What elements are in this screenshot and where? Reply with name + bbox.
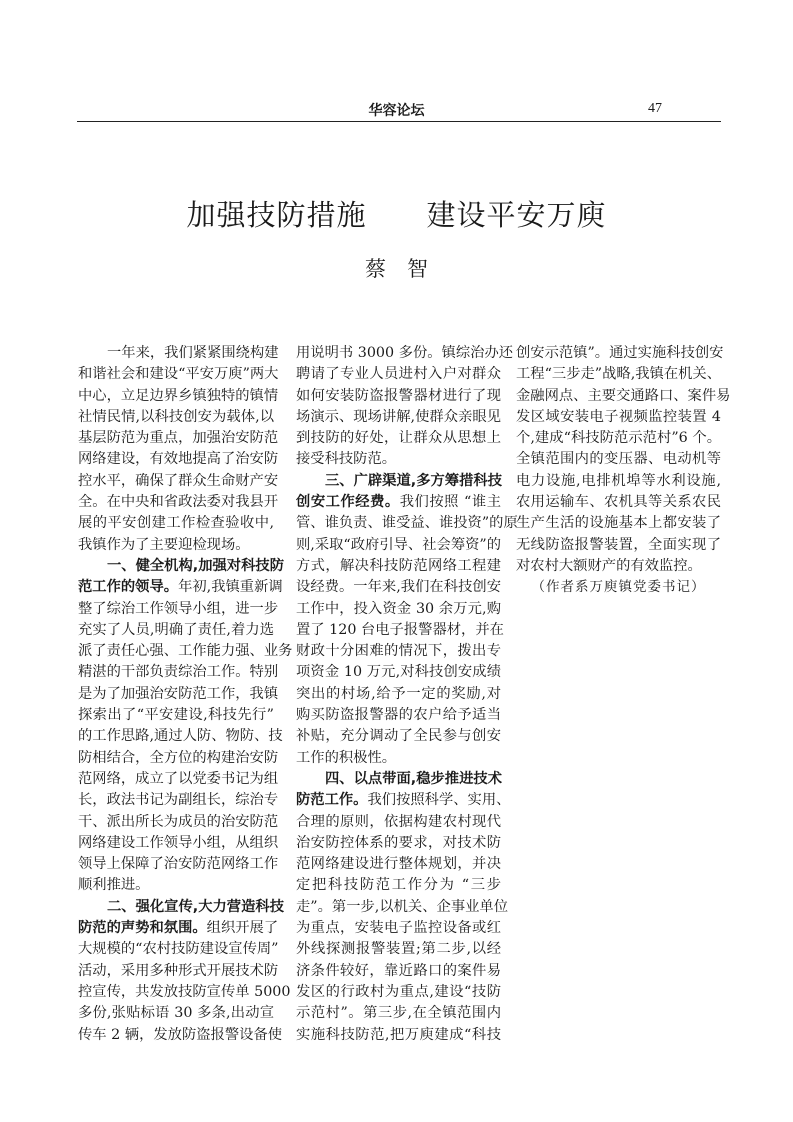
- text-line: [296, 407, 501, 428]
- text-line: [296, 449, 501, 470]
- body-text: 我们按照科学、实用、: [367, 792, 511, 809]
- text-line: [78, 705, 274, 726]
- section-heading: 四、以点带面,稳步推进技术: [325, 770, 502, 787]
- body-text: 聘请了专业人员进村入户对群众: [296, 366, 501, 383]
- section-heading: 防范的声势和氛围。: [78, 920, 207, 937]
- text-line: [516, 556, 721, 577]
- body-text: 补贴，充分调动了全民参与创安: [296, 728, 501, 745]
- text-line: [296, 833, 501, 854]
- text-line: [296, 577, 501, 598]
- text-line: [78, 790, 279, 811]
- body-text: 置了 120 台电子报警器材，并在: [296, 621, 504, 638]
- text-line: [296, 982, 501, 1003]
- text-line: [296, 1025, 501, 1046]
- text-line: [296, 364, 501, 385]
- text-line: [516, 386, 731, 407]
- body-text: 个,建成“科技防范示范村”6 个。: [516, 430, 721, 447]
- text-line: [78, 662, 279, 683]
- body-text: 探索出了“平安建设,科技先行”: [78, 707, 274, 724]
- body-text: 则,采取“政府引导、社会筹资”的: [296, 536, 502, 553]
- text-line: [78, 535, 274, 556]
- text-line: [78, 982, 291, 1003]
- text-line: [296, 620, 504, 641]
- text-line: [296, 790, 511, 811]
- text-line: [78, 471, 279, 492]
- body-text: 一年来，我们紧紧围绕构建: [107, 345, 279, 361]
- body-text: 场演示、现场讲解,使群众亲眼见: [296, 408, 501, 425]
- body-text: 项资金 10 万元,对科技创安成绩: [296, 664, 501, 681]
- body-text: 年初,我镇重新调: [178, 579, 283, 596]
- text-line: [78, 748, 279, 769]
- text-line: [296, 386, 501, 407]
- body-text: 外线探测报警装置;第二步,以经: [296, 941, 501, 958]
- text-line: [296, 705, 501, 726]
- body-text: 充实了人员,明确了责任,着力选: [78, 621, 274, 638]
- section-heading: 创安工作经费。: [296, 494, 400, 511]
- section-heading: 防范工作。: [296, 792, 368, 809]
- text-line: [78, 407, 274, 428]
- text-line: [296, 513, 518, 534]
- body-text: 组织开展了: [206, 920, 279, 937]
- body-text: 大规模的“农村技防建设宣传周”: [78, 941, 279, 958]
- text-line: [78, 641, 293, 662]
- body-text: 设经费。一年来,我们在科技创安: [296, 579, 501, 596]
- body-text: 如何安装防盗报警器材进行了现: [296, 387, 501, 404]
- text-line: [78, 1025, 283, 1046]
- body-text: 活动，采用多种形式开展技术防: [78, 962, 279, 979]
- text-line: [78, 875, 274, 896]
- body-text: 到技防的好处，让群众从思想上: [296, 430, 501, 447]
- body-text: 发区域安装电子视频监控装置 4: [516, 408, 721, 425]
- body-text: 金融网点、主要交通路口、案件易: [516, 387, 731, 404]
- body-text: 工程“三步走”战略,我镇在机关、: [516, 366, 722, 383]
- section-heading: 二、强化宣传,大力营造科技: [107, 898, 284, 915]
- text-line: [296, 748, 501, 769]
- text-line: [296, 662, 501, 683]
- text-line: [78, 684, 279, 705]
- body-text: 实施科技防范,把万庾建成“科技: [296, 1026, 501, 1043]
- text-line: [78, 599, 279, 620]
- body-text: 精湛的干部负责综治工作。特别: [78, 664, 279, 681]
- body-text: 范网络，成立了以党委书记为组: [78, 770, 279, 787]
- body-text: 定把科技防范工作分为 “三步: [296, 877, 501, 894]
- text-column-3: [516, 343, 731, 599]
- text-line: [516, 492, 721, 513]
- text-line: [78, 854, 279, 875]
- text-line: [78, 449, 279, 470]
- body-text: 和谐社会和建设“平安万庾”两大: [78, 366, 279, 383]
- body-text: 整了综治工作领导小组，进一步: [78, 600, 279, 617]
- body-text: 走”。第一步,以机关、企事业单位: [296, 898, 509, 915]
- body-text: 合理的原则，依据构建农村现代: [296, 813, 501, 830]
- text-line: [78, 577, 283, 598]
- body-text: 范网络建设进行整体规划，并决: [296, 856, 501, 873]
- text-line: [78, 897, 284, 918]
- text-line: [296, 1003, 501, 1024]
- body-text: 基层防范为重点，加强治安防范: [78, 430, 279, 447]
- text-line: [296, 812, 501, 833]
- body-text: 方式，解决科技防范网络工程建: [296, 557, 501, 574]
- body-text: 示范村”。第三步,在全镇范围内: [296, 1005, 501, 1022]
- text-line: [296, 854, 501, 875]
- section-heading: 三、广辟渠道,多方筹措科技: [325, 472, 502, 489]
- text-line: [78, 343, 279, 364]
- body-text: （作者系万庾镇党委书记）: [531, 579, 706, 596]
- body-text: 干、派出所长为成员的治安防范: [78, 813, 279, 830]
- section-heading: 一、健全机构,加强对科技防: [107, 557, 284, 574]
- text-line: [516, 513, 721, 534]
- body-text: 长，政法书记为副组长，综治专: [78, 792, 279, 809]
- body-text: 突出的村场,给予一定的奖励,对: [296, 685, 501, 702]
- text-line: [516, 471, 721, 492]
- text-column-2: [296, 343, 518, 1046]
- text-line: [296, 556, 501, 577]
- text-line: [516, 535, 721, 556]
- body-text: 电力设施,电排机埠等水利设施,: [516, 472, 721, 489]
- body-text: 工作的积极性。: [296, 749, 397, 766]
- text-line: [78, 386, 279, 407]
- text-line: [516, 364, 721, 385]
- text-line: [296, 684, 501, 705]
- body-text: 全。在中央和省政法委对我县开: [78, 494, 279, 511]
- body-text: 控宣传，共发放技防宣传单 5000: [78, 983, 291, 1000]
- text-line: [516, 428, 721, 449]
- text-line: [296, 961, 501, 982]
- page-number: 47: [648, 101, 662, 116]
- section-heading: 范工作的领导。: [78, 579, 179, 596]
- body-text: 全镇范围内的变压器、电动机等: [516, 451, 721, 468]
- body-text: 财政十分困难的情况下，拨出专: [296, 643, 501, 660]
- text-line: [78, 812, 279, 833]
- body-text: 购买防盗报警器的农户给予适当: [296, 707, 501, 724]
- article-title: 加强技防措施 建设平安万庾: [186, 198, 607, 232]
- text-line: [296, 641, 501, 662]
- text-line: [78, 556, 284, 577]
- text-line: [78, 513, 274, 534]
- body-text: 发区的行政村为重点,建设“技防: [296, 983, 501, 1000]
- body-text: 我镇作为了主要迎检现场。: [78, 536, 250, 553]
- body-text: 管、谁负责、谁受益、谁投资”的原: [296, 515, 518, 532]
- text-line: [296, 939, 501, 960]
- text-line: [78, 364, 279, 385]
- text-line: [296, 428, 501, 449]
- body-text: 中心，立足边界乡镇独特的镇情: [78, 387, 279, 404]
- body-text: 治安防控体系的要求，对技术防: [296, 834, 501, 851]
- text-line: [296, 726, 501, 747]
- body-text: 济条件较好，靠近路口的案件易: [296, 962, 501, 979]
- text-line: [78, 1003, 274, 1024]
- text-line: [296, 471, 501, 492]
- body-text: 工作中，投入资金 30 余万元,购: [296, 600, 501, 617]
- body-text: 多份,张贴标语 30 多条,出动宣: [78, 1005, 274, 1022]
- text-line: [296, 535, 501, 556]
- text-line: [516, 343, 724, 364]
- body-text: 展的平安创建工作检查验收中,: [78, 515, 274, 532]
- text-line: [296, 875, 501, 896]
- text-line: [78, 833, 279, 854]
- text-line: [78, 492, 279, 513]
- body-text: 用说明书 3000 多份。镇综治办还: [296, 345, 514, 361]
- body-text: 我们按照 “谁主: [399, 494, 501, 511]
- body-text: 对农村大额财产的有效监控。: [516, 557, 702, 574]
- body-text: 为重点，安装电子监控设备或红: [296, 920, 501, 937]
- text-column-1: [78, 343, 293, 1046]
- body-text: 防相结合，全方位的构建治安防: [78, 749, 279, 766]
- body-text: 派了责任心强、工作能力强、业务: [78, 643, 293, 660]
- text-line: [78, 428, 279, 449]
- text-line: [296, 918, 501, 939]
- text-line: [78, 961, 279, 982]
- body-text: 网络建设工作领导小组，从组织: [78, 834, 279, 851]
- body-text: 顺利推进。: [78, 877, 150, 894]
- body-text: 是为了加强治安防范工作，我镇: [78, 685, 279, 702]
- article-author: 蔡 智: [365, 257, 428, 281]
- body-text: 网络建设，有效地提高了治安防: [78, 451, 279, 468]
- author-note: [516, 577, 721, 598]
- running-header-journal: 华容论坛: [368, 103, 425, 119]
- body-text: 传车 2 辆，发放防盗报警设备使: [78, 1026, 283, 1043]
- text-line: [78, 620, 274, 641]
- text-line: [296, 343, 514, 364]
- text-line: [78, 939, 279, 960]
- text-line: [78, 918, 279, 939]
- body-text: 领导上保障了治安防范网络工作: [78, 856, 279, 873]
- body-text: 创安示范镇”。通过实施科技创安: [516, 345, 724, 361]
- text-line: [78, 726, 283, 747]
- text-line: [78, 769, 279, 790]
- text-line: [516, 449, 721, 470]
- body-text: 生产生活的设施基本上都安装了: [516, 515, 721, 532]
- header-divider: [77, 121, 721, 122]
- body-text: 控水平，确保了群众生命财产安: [78, 472, 279, 489]
- text-line: [296, 492, 501, 513]
- body-text: 接受科技防范。: [296, 451, 397, 468]
- text-line: [296, 599, 501, 620]
- body-text: 无线防盗报警装置，全面实现了: [516, 536, 721, 553]
- body-text: 的工作思路,通过人防、物防、技: [78, 728, 283, 745]
- body-text: 社情民情,以科技创安为载体,以: [78, 408, 274, 425]
- body-text: 农用运输车、农机具等关系农民: [516, 494, 721, 511]
- text-line: [516, 407, 721, 428]
- text-line: [296, 897, 509, 918]
- text-line: [296, 769, 501, 790]
